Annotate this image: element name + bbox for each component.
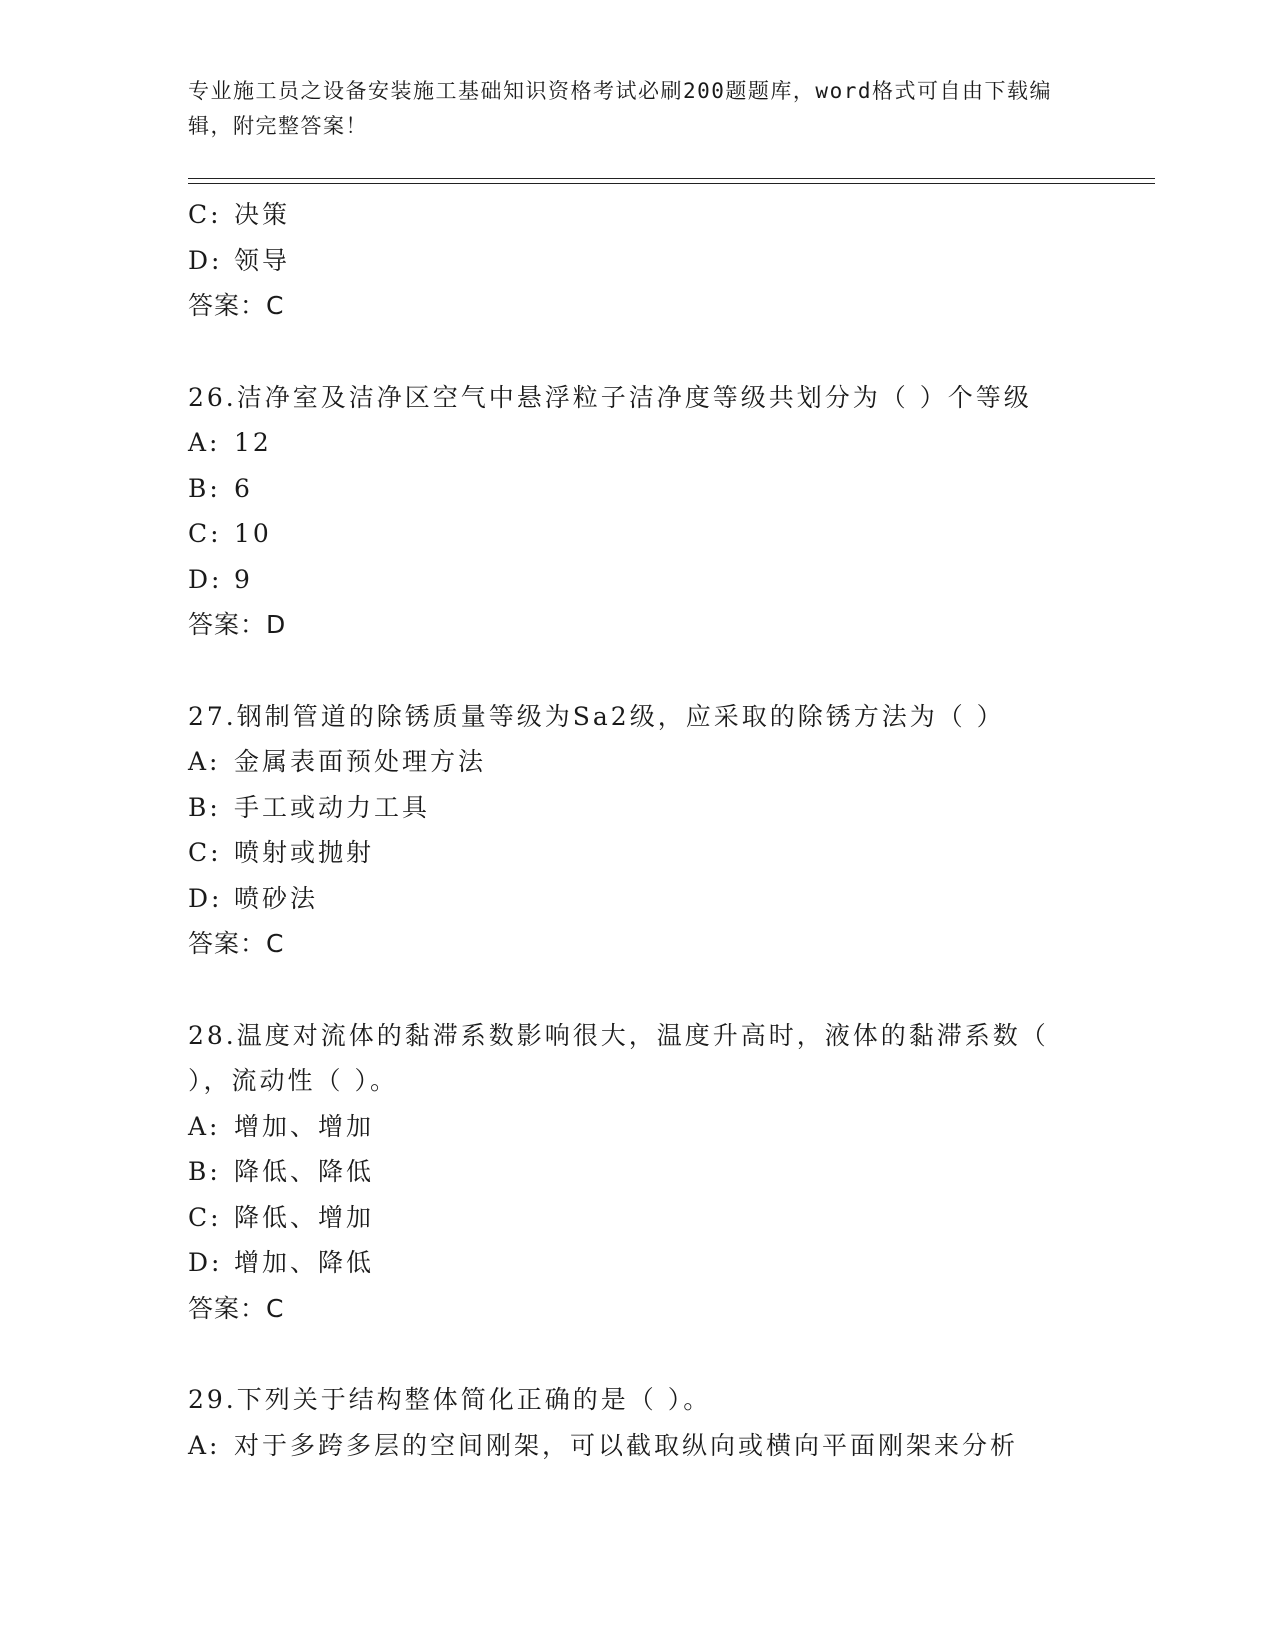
- option-label: D:: [188, 245, 223, 275]
- question-text: 29.下列关于结构整体简化正确的是（ ）。: [188, 1385, 712, 1414]
- option-label: B:: [188, 792, 221, 822]
- header-rule-bottom: [188, 183, 1155, 184]
- answer-line: 答案：C: [188, 291, 285, 320]
- question-26: [188, 375, 1088, 648]
- option-a: A: 增加、增加: [188, 1104, 1088, 1150]
- header-rule-top: [188, 178, 1155, 179]
- option-a: A: 金属表面预处理方法: [188, 739, 1088, 785]
- option-a: A: 12: [188, 420, 1088, 466]
- question-text: 26.洁净室及洁净区空气中悬浮粒子洁净度等级共划分为（ ）个等级: [188, 382, 1032, 412]
- answer-line: 答案：C: [188, 929, 285, 958]
- option-label: B:: [188, 473, 221, 503]
- option-d: D: 领导: [188, 238, 1088, 284]
- option-label: D:: [188, 1248, 223, 1277]
- option-c: C: 降低、增加: [188, 1195, 1088, 1241]
- option-c: C: 决策: [188, 192, 1088, 238]
- question-28: [188, 1013, 1088, 1332]
- question-text-line-1: 28.温度对流体的黏滞系数影响很大，温度升高时，液体的黏滞系数（: [188, 1020, 1049, 1050]
- option-c: C: 10: [188, 511, 1088, 557]
- option-d: D: 增加、降低: [188, 1240, 1088, 1286]
- option-label: C:: [188, 200, 222, 229]
- answer-line: 答案：D: [188, 610, 287, 639]
- option-d: D: 9: [188, 557, 1088, 603]
- option-label: D:: [188, 883, 223, 913]
- question-25-continued: [188, 192, 1088, 329]
- question-text-line-2: ），流动性（ ）。: [188, 1066, 398, 1095]
- question-list: [188, 192, 1088, 1468]
- option-label: D:: [188, 564, 223, 594]
- option-b: B: 手工或动力工具: [188, 785, 1088, 831]
- option-label: C:: [188, 838, 222, 867]
- option-c: C: 喷射或抛射: [188, 830, 1088, 876]
- option-b: B: 降低、降低: [188, 1149, 1088, 1195]
- option-b: B: 6: [188, 466, 1088, 512]
- option-label: B:: [188, 1157, 221, 1186]
- question-text: 27.钢制管道的除锈质量等级为Sa2级，应采取的除锈方法为（ ）: [188, 701, 1005, 731]
- question-27: [188, 694, 1088, 967]
- option-label: A:: [188, 1430, 221, 1460]
- answer-line: 答案：C: [188, 1293, 285, 1323]
- document-header: [188, 74, 1068, 144]
- option-label: A:: [188, 747, 221, 776]
- option-d: D: 喷砂法: [188, 876, 1088, 922]
- option-label: A:: [188, 428, 221, 457]
- option-label: C:: [188, 1202, 222, 1232]
- question-29: [188, 1377, 1088, 1468]
- header-text: 专业施工员之设备安装施工基础知识资格考试必刷200题题库，word格式可自由下载编辑，附完整答案！: [188, 79, 1052, 138]
- option-label: C:: [188, 519, 222, 548]
- option-a: A: 对于多跨多层的空间刚架，可以截取纵向或横向平面刚架来分析: [188, 1423, 1088, 1469]
- option-label: A:: [188, 1111, 221, 1141]
